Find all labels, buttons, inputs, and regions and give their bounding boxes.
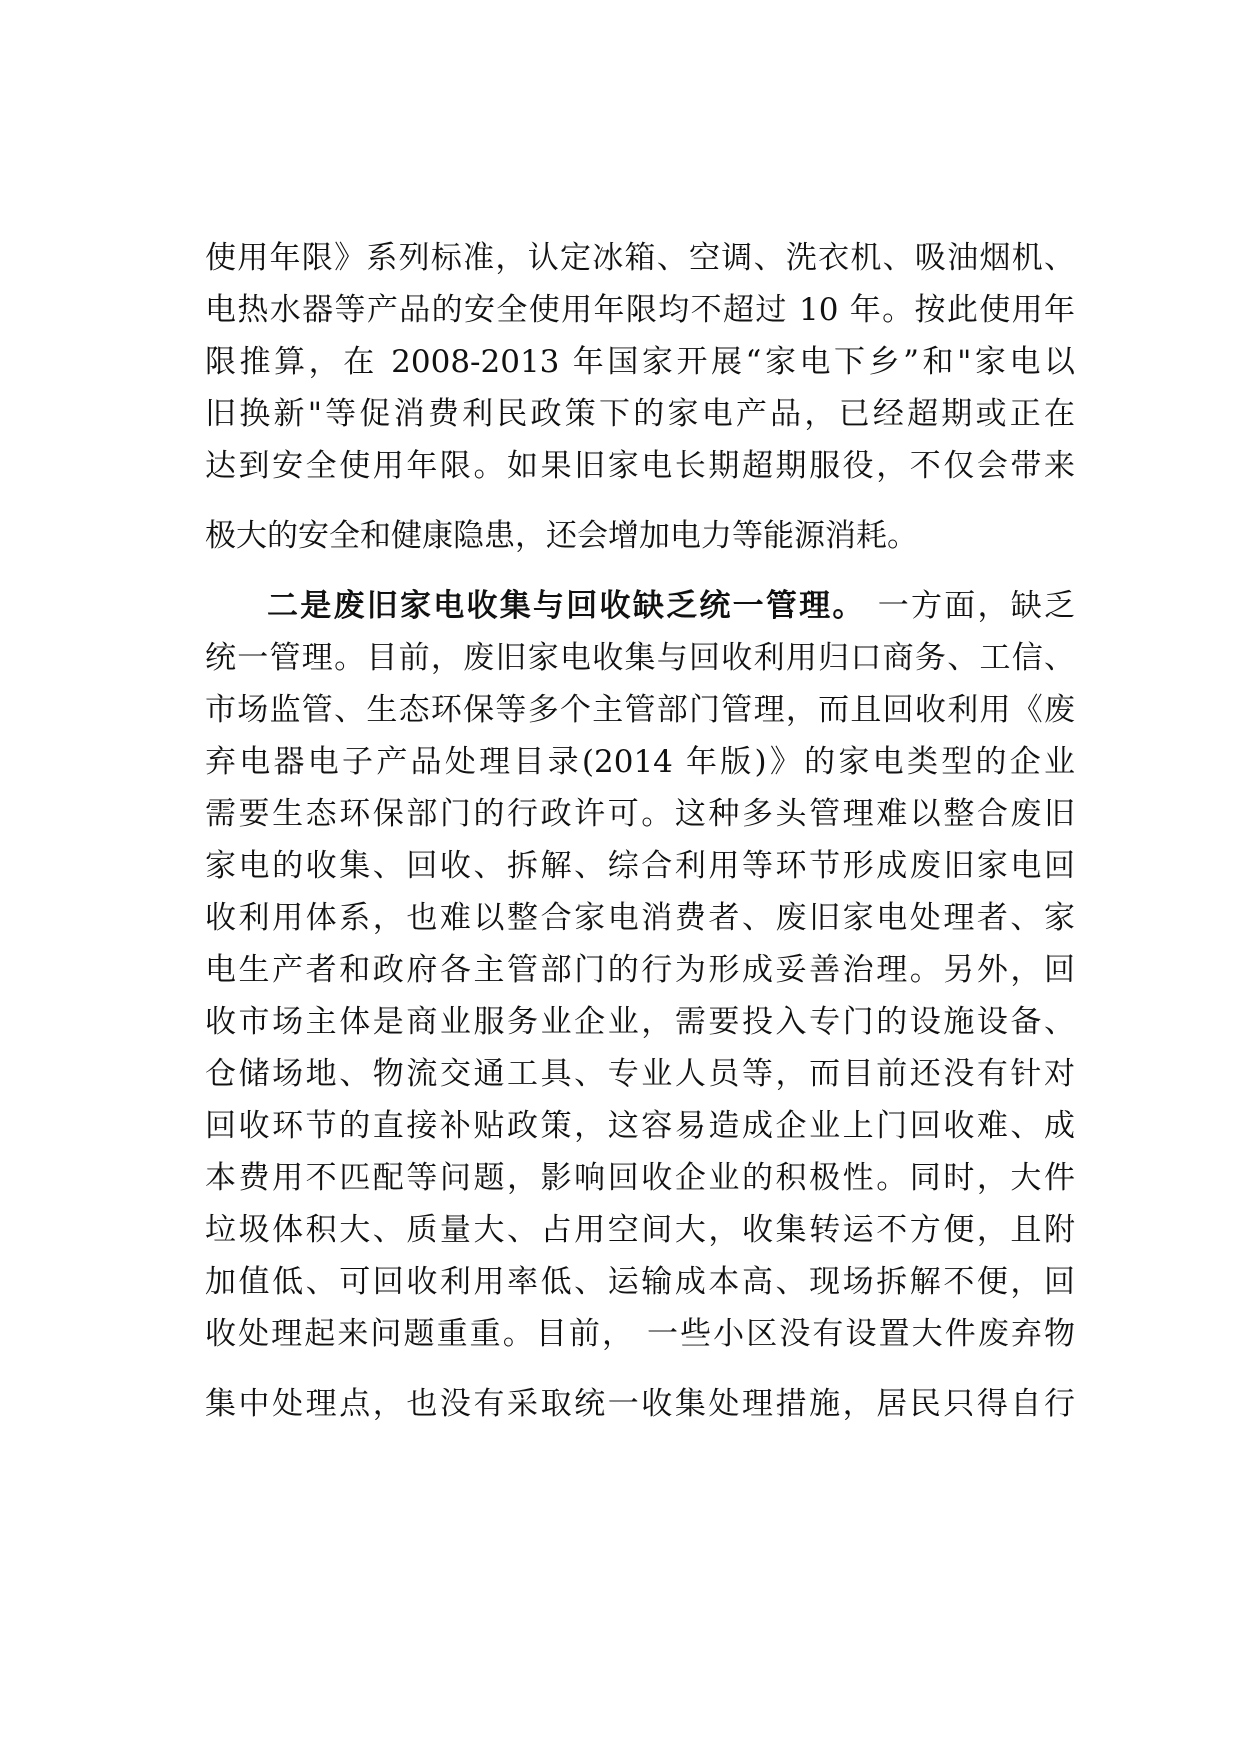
paragraph-2 (205, 580, 1075, 1430)
text-line: 统一管理。目前，废旧家电收集与回收利用归口商务、工信、 (205, 640, 1075, 676)
paragraph-heading: 二是废旧家电收集与回收缺乏统一管理。 (267, 588, 866, 624)
paragraph-1 (205, 232, 1075, 562)
text-line: 回收环节的直接补贴政策，这容易造成企业上门回收难、成 (205, 1108, 1075, 1144)
text-line: 使用年限》系列标准，认定冰箱、空调、洗衣机、吸油烟机、 (205, 240, 1075, 276)
text-line: 限推算，在 2008-2013 年国家开展“家电下乡”和"家电以 (205, 344, 1075, 380)
text-line: 收处理起来问题重重。目前， 一些小区没有设置大件废弃物 (205, 1316, 1075, 1352)
text-line: 加值低、可回收利用率低、运输成本高、现场拆解不便，回 (205, 1264, 1075, 1300)
body-text (205, 232, 1075, 1430)
text-line: 电生产者和政府各主管部门的行为形成妥善治理。另外，回 (205, 952, 1075, 988)
heading-line-rest: 一方面，缺乏 (865, 588, 1075, 624)
text-line: 本费用不匹配等问题，影响回收企业的积极性。同时，大件 (205, 1160, 1075, 1196)
text-line: 集中处理点，也没有采取统一收集处理措施，居民只得自行 (205, 1386, 1075, 1422)
text-line: 仓储场地、物流交通工具、专业人员等，而目前还没有针对 (205, 1056, 1075, 1092)
text-line: 旧换新"等促消费利民政策下的家电产品，已经超期或正在 (205, 396, 1075, 432)
text-line: 家电的收集、回收、拆解、综合利用等环节形成废旧家电回 (205, 848, 1075, 884)
text-line: 极大的安全和健康隐患，还会增加电力等能源消耗。 (205, 518, 918, 554)
text-line: 弃电器电子产品处理目录(2014 年版)》的家电类型的企业 (205, 744, 1075, 780)
text-line: 市场监管、生态环保等多个主管部门管理，而且回收利用《废 (205, 692, 1075, 728)
paragraph-heading-line (205, 580, 1075, 632)
text-line: 收利用体系，也难以整合家电消费者、废旧家电处理者、家 (205, 900, 1075, 936)
text-line: 达到安全使用年限。如果旧家电长期超期服役，不仅会带来 (205, 448, 1075, 484)
text-line: 垃圾体积大、质量大、占用空间大，收集转运不方便，且附 (205, 1212, 1075, 1248)
text-line: 收市场主体是商业服务业企业，需要投入专门的设施设备、 (205, 1004, 1075, 1040)
text-line: 电热水器等产品的安全使用年限均不超过 10 年。按此使用年 (205, 292, 1075, 328)
text-line: 需要生态环保部门的行政许可。这种多头管理难以整合废旧 (205, 796, 1075, 832)
